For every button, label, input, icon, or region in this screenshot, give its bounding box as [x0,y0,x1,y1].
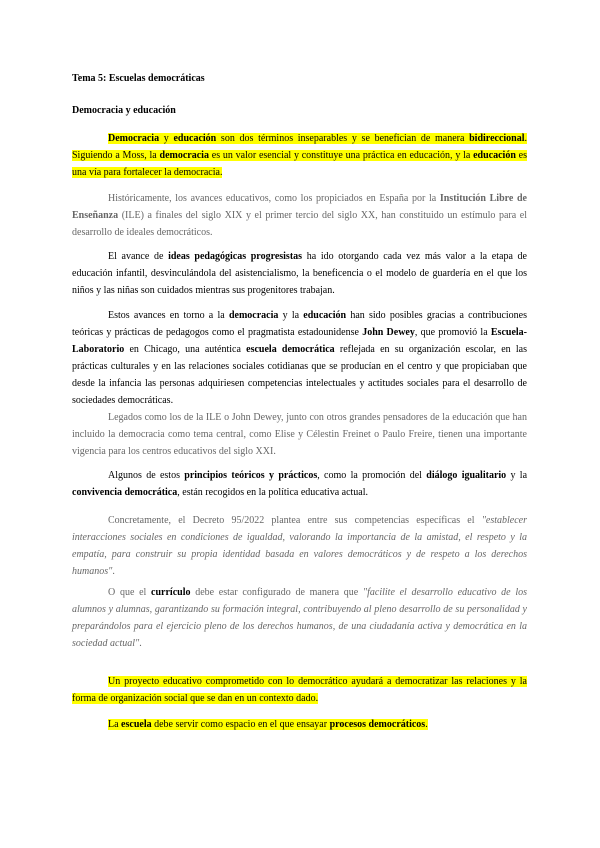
term-ideas-progresistas: ideas pedagógicas progresistas [168,251,303,262]
term-escuela-democratica: escuela democrática [246,344,335,355]
term-democracia: Democracia [108,133,160,144]
term-curriculo: currículo [151,587,191,598]
paragraph-curriculo: O que el currículo debe estar configurado de manera que "facilite el desarrollo educativo de los alumnos y alumnas, garantizando su formación integral, contribuyendo al pleno desarrollo de su personalidad y preparándolos para el ejercicio pleno de los derechos humanos, de una ciudadanía activa y democrática en la sociedad actual". [72,587,527,649]
paragraph-historia-ile: Históricamente, los avances educativos, como los propiciados en España por la Institución Libre de Enseñanza (ILE) a finales del siglo XIX y el primer tercio del siglo XX, han constituido un estímulo para el desarrollo de ideales democráticos. [72,193,527,238]
term-educacion: educación [173,133,217,144]
term-john-dewey: John Dewey [362,327,415,338]
term-procesos-democraticos: procesos democráticos [329,719,426,730]
paragraph-legados: Legados como los de la ILE o John Dewey, junto con otros grandes pensadores de la educación que han incluido la democracia como tema central, como Elise y Célestin Freinet o Paulo Freire, tienen una importante vigencia para los centros educativos del siglo XXI. [72,412,527,457]
page-title: Tema 5: Escuelas democráticas [72,73,205,84]
term-dialogo-igualitario: diálogo igualitario [426,470,507,481]
paragraph-decreto: Concretamente, el Decreto 95/2022 plantea entre sus competencias específicas el "establecer interacciones sociales en condiciones de igualdad, valorando la importancia de la amistad, el respeto y la empatía, para construir su propia identidad basada en valores democráticos y de respeto a los derechos humanos". [72,515,527,577]
section-heading: Democracia y educación [72,105,176,116]
paragraph-ideas-progresistas: El avance de ideas pedagógicas progresistas ha ido otorgando cada vez más valor a la etapa de educación infantil, desvinculándola del asistencialismo, la beneficencia o el modelo de guardería en el que los niños y las niñas son cuidados mientras sus progenitores trabajan. [72,251,527,296]
paragraph-john-dewey: Estos avances en torno a la democracia y la educación han sido posibles gracias a contribuciones teóricas y prácticas de pedagogos como el pragmatista estadounidense John Dewey, que promovió la Escuela-Laboratorio en Chicago, una auténtica escuela democrática reflejada en su organización escolar, en las prácticas culturales y en las relaciones sociales cotidianas que se producían en el centro y que propiciaban que desde la infancia las personas adquiriesen competencias intelectuales y actitudes sociales para el desarrollo de sociedades democráticas. [72,310,527,406]
paragraph-escuela: La escuela debe servir como espacio en el que ensayar procesos democráticos. [108,719,428,730]
quote-curriculo: "facilite el desarrollo educativo de los alumnos y alumnas, garantizando su formación integral, contribuyendo al pleno desarrollo de su personalidad y preparándolos para el ejercicio pleno de los derechos humanos, de una ciudadanía activa y democrática en la sociedad actual" [72,587,527,649]
term-ile: Institución Libre de Enseñanza [72,193,527,221]
term-convivencia-democratica: convivencia democrática [72,487,178,498]
term-escuela-laboratorio: Escuela-Laboratorio [72,327,527,355]
paragraph-democracia-educacion: Democracia y educación son dos términos inseparables y se benefician de manera bidireccional. Siguiendo a Moss, la democracia es un valor esencial y constituye una práctica en educación, y la educación es una vía para fortalecer la democracia. [72,133,528,178]
paragraph-proyecto-educativo [72,673,527,707]
quote-decreto: "establecer interacciones sociales en condiciones de igualdad, valorando la importancia de la amistad, el respeto y la empatía, para construir su propia identidad basada en valores democráticos y de respeto a los derechos humanos" [72,515,527,577]
term-bidireccional: bidireccional [469,133,525,144]
term-principios: principios teóricos y prácticos [184,470,318,481]
paragraph-principios: Algunos de estos principios teóricos y prácticos, como la promoción del diálogo igualitario y la convivencia democrática, están recogidos en la política educativa actual. [72,470,528,498]
highlighted-proyecto: Un proyecto educativo comprometido con lo democrático ayudará a democratizar las relaciones y la forma de organización social que se dan en un contexto dado. [72,676,527,704]
term-escuela: escuela [121,719,152,730]
